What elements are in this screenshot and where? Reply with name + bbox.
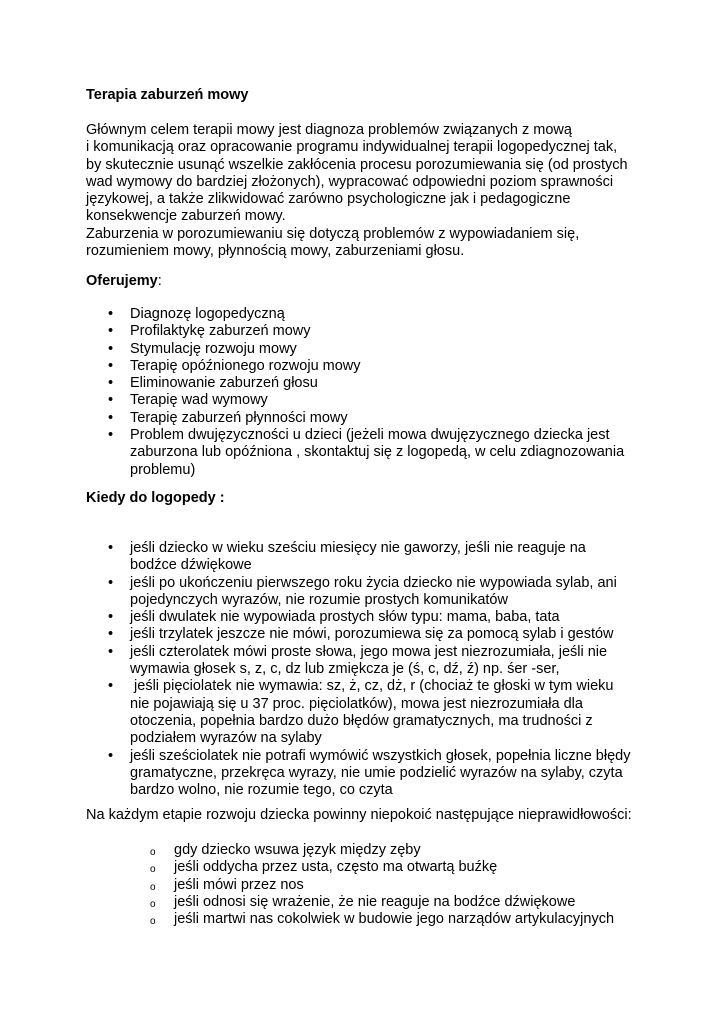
- list-item: [108, 409, 650, 427]
- bullet-icon: •: [108, 609, 114, 626]
- bullet-icon: •: [108, 626, 114, 643]
- circle-bullet-icon: o: [150, 864, 156, 876]
- bullet-icon: •: [108, 409, 114, 426]
- bullet-icon: •: [108, 323, 114, 340]
- bullet-icon: •: [108, 643, 114, 660]
- list-item-text: bardzo wolno, nie rozumie tego, co czyta: [130, 782, 393, 799]
- list-item-text: nie pojawiają się u 37 proc. pięciolatków), mowa jest niezrozumiała dla: [130, 695, 583, 712]
- bullet-icon: •: [108, 392, 114, 409]
- list-item-text: Terapię zaburzeń płynności mowy: [130, 409, 348, 426]
- list-item-text: Profilaktykę zaburzeń mowy: [130, 323, 311, 340]
- list-item-text: bodźce dźwiękowe: [130, 557, 252, 574]
- list-item-text: jeśli czterolatek mówi proste słowa, jego mowa jest niezrozumiała, jeśli nie: [130, 643, 608, 660]
- list-item-text: wymawia głosek s, z, c, dz lub zmiękcza je (ś, c, dź, ź) np. śer -ser,: [130, 661, 560, 678]
- list-item: [150, 893, 654, 911]
- list-item-text: jeśli dwulatek nie wypowiada prostych słów typu: mama, baba, tata: [130, 609, 560, 626]
- list-item-text: gramatyczne, przekręca wyrazy, nie umie podzielić wyrazów na sylaby, czyta: [130, 764, 623, 781]
- bullet-icon: •: [108, 574, 114, 591]
- when-list: [108, 540, 650, 799]
- list-item: [108, 678, 650, 747]
- bullet-icon: •: [108, 306, 114, 322]
- list-item-text: zaburzona lub opóźniona , skontaktuj się z logopedą, w celu zdiagnozowania: [130, 444, 625, 461]
- list-item: [108, 626, 650, 643]
- offer-list: [108, 306, 650, 479]
- list-item: [108, 323, 650, 340]
- intro-line: Zaburzenia w porozumiewaniu się dotyczą problemów z wypowiadaniem się,: [86, 225, 580, 242]
- list-item: [108, 340, 650, 358]
- list-item-text: Terapię wad wymowy: [130, 392, 268, 409]
- list-item-text: jeśli dziecko w wieku sześciu miesięcy nie gaworzy, jeśli nie reaguje na: [130, 540, 586, 556]
- circle-bullet-icon: o: [150, 847, 156, 858]
- list-item-text: Terapię opóźnionego rozwoju mowy: [130, 357, 361, 374]
- list-item-text: jeśli odnosi się wrażenie, że nie reaguje na bodźce dźwiękowe: [174, 893, 576, 910]
- bullet-icon: •: [108, 540, 114, 556]
- bullet-icon: •: [108, 340, 114, 357]
- circle-bullet-icon: o: [150, 898, 156, 910]
- list-item: [108, 643, 650, 679]
- intro-line: by skutecznie usunąć wszelkie zakłócenia procesu porozumiewania się (od prostych: [86, 156, 628, 173]
- stages-paragraph: Na każdym etapie rozwoju dziecka powinny niepokoić następujące nieprawidłowości:: [86, 807, 632, 823]
- bullet-icon: •: [108, 357, 114, 374]
- list-item-text: gdy dziecko wsuwa język między zęby: [174, 842, 421, 858]
- list-item-text: problemu): [130, 461, 196, 478]
- list-item: [150, 859, 654, 876]
- when-heading: Kiedy do logopedy :: [86, 490, 225, 506]
- offer-heading-label: Oferujemy: [86, 273, 158, 289]
- list-item: [150, 842, 654, 859]
- list-item: [150, 911, 654, 928]
- bullet-icon: •: [108, 678, 114, 695]
- circle-bullet-icon: o: [150, 916, 156, 928]
- offer-heading-colon: :: [157, 273, 162, 289]
- bullet-icon: •: [108, 375, 114, 392]
- intro-line: rozumieniem mowy, płynnością mowy, zaburzeniami głosu.: [86, 243, 465, 260]
- list-item: [108, 609, 650, 626]
- list-item-text: Stymulację rozwoju mowy: [130, 340, 297, 357]
- list-item: [108, 747, 650, 800]
- list-item: [108, 392, 650, 409]
- circle-bullet-icon: o: [150, 881, 156, 893]
- list-item-text: Problem dwujęzyczności u dzieci (jeżeli mowa dwujęzycznego dziecka jest: [130, 427, 610, 444]
- list-item-text: Eliminowanie zaburzeń głosu: [130, 375, 318, 392]
- list-item-text: jeśli oddycha przez usta, często ma otwartą buźkę: [174, 859, 498, 876]
- page-title: Terapia zaburzeń mowy: [86, 87, 249, 103]
- list-item-text: jeśli po ukończeniu pierwszego roku życia dziecko nie wypowiada sylab, ani: [130, 574, 617, 591]
- intro-line: Głównym celem terapii mowy jest diagnoza problemów związanych z mową: [86, 122, 572, 138]
- intro-line: i komunikacją oraz opracowanie programu indywidualnej terapii logopedycznej tak,: [86, 139, 618, 156]
- list-item-text: jeśli sześciolatek nie potrafi wymówić wszystkich głosek, popełnia liczne błędy: [130, 747, 631, 764]
- stages-list: [150, 842, 654, 928]
- list-item-text: podziałem wyrazów na sylaby: [130, 730, 322, 747]
- list-item-text: jeśli pięciolatek nie wymawia: sz, ż, cz, dż, r (chociaż te głoski w tym wieku: [130, 678, 614, 695]
- list-item: [150, 876, 654, 894]
- list-item-text: jeśli martwi nas cokolwiek w budowie jego narządów artykulacyjnych: [174, 911, 615, 928]
- list-item-text: jeśli mówi przez nos: [174, 876, 304, 893]
- list-item-text: otoczenia, popełnia bardzo dużo błędów gramatycznych, ma trudności z: [130, 712, 593, 729]
- list-item: [108, 574, 650, 610]
- bullet-icon: •: [108, 747, 114, 764]
- offer-heading: [86, 273, 646, 290]
- list-item: [108, 306, 650, 323]
- intro-paragraph: [86, 122, 656, 260]
- list-item-text: jeśli trzylatek jeszcze nie mówi, porozumiewa się za pomocą sylab i gestów: [130, 626, 614, 643]
- intro-line: konsekwencje zaburzeń mowy.: [86, 208, 286, 225]
- list-item: [108, 540, 650, 575]
- list-item: [108, 375, 650, 392]
- list-item-text: Diagnozę logopedyczną: [130, 306, 285, 322]
- intro-line: językowej, a także zlikwidować zarówno psychologiczne jak i pedagogiczne: [86, 191, 571, 208]
- intro-line: wad wymowy do bardziej złożonych), wypracować odpowiedni poziom sprawności: [86, 173, 614, 190]
- list-item: [108, 357, 650, 375]
- list-item-text: pojedynczych wyrazów, nie rozumie prostych komunikatów: [130, 591, 508, 608]
- bullet-icon: •: [108, 427, 114, 444]
- list-item: [108, 427, 650, 479]
